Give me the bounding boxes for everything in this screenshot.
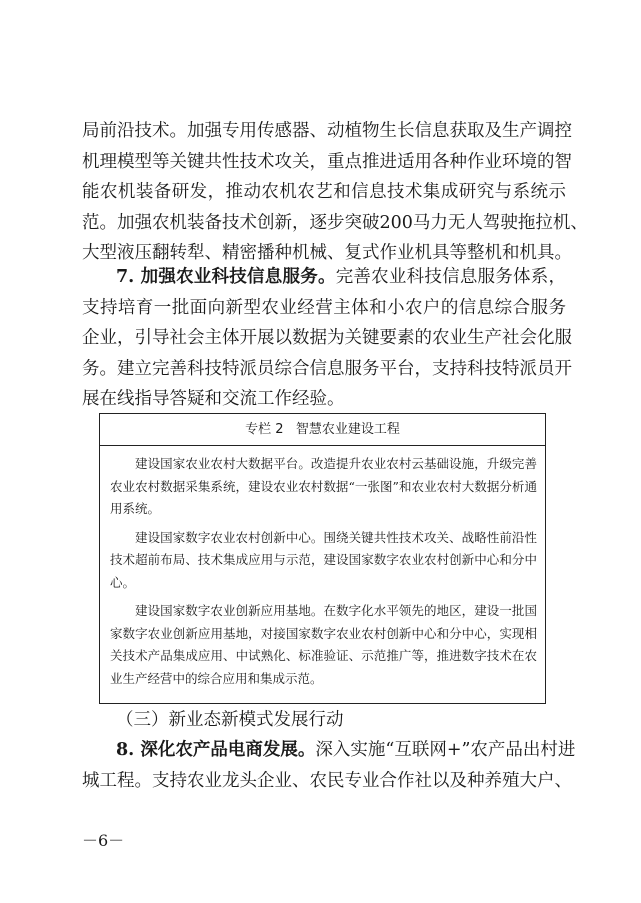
text-line: 家数字农业创新应用基地，对接国家数字农业农村创新中心和分中心，实现相 (110, 625, 537, 641)
item-7-first-line (82, 262, 566, 293)
item-8-first-line (82, 735, 576, 766)
column-box-heading: 智慧农业建设工程 (295, 422, 400, 437)
text-line: 城工程。支持农业龙头企业、农民专业合作社以及种养殖大户、 (82, 770, 572, 791)
column-box-item (110, 600, 537, 690)
column-box-label: 专栏 2 (245, 422, 284, 437)
page-number: －6－ (82, 831, 125, 850)
text-line: 技术超前布局、技术集成应用与示范，建设国家数字农业农村创新中心和分中 (110, 552, 537, 567)
top-paragraph (82, 116, 588, 269)
text-line: 心。 (110, 574, 136, 590)
text-line: 务。建立完善科技特派员综合信息服务平台，支持科技特派员开 (82, 358, 572, 379)
text-line: 用系统。 (110, 501, 161, 516)
text-line: 业生产经营中的综合应用和集成示范。 (110, 670, 323, 686)
item-8-first-line-rest: 深入实施“互联网+”农产品出村进 (315, 740, 576, 760)
text-line: 展在线指导答疑和交流工作经验。 (82, 389, 345, 409)
text-line: 建设国家农业农村大数据平台。改造提升农业农村云基础设施，升级完善 (135, 456, 537, 471)
text-line: 关技术产品集成应用、中试熟化、标准验证、示范推广等，推进数字技术在农 (110, 648, 537, 663)
text-line: 局前沿技术。加强专用传感器、动植物生长信息获取及生产调控 (82, 121, 572, 141)
section-heading: （三）新业态新模式发展行动 (116, 710, 344, 730)
text-line: 能农机装备研发，推动农机农艺和信息技术集成研究与系统示 (82, 182, 566, 202)
text-line: 建设国家数字农业农村创新中心。围绕关键共性技术攻关、战略性前沿性 (135, 529, 537, 545)
text-line: 企业，引导社会主体开展以数据为关键要素的农业生产社会化服 (82, 328, 572, 348)
text-line: 农业农村数据采集系统，建设农业农村数据“一张图”和农业农村大数据分析通 (110, 478, 537, 494)
item-8-paragraph (82, 735, 576, 796)
text-line: 范。加强农机装备技术创新，逐步突破200马力无人驾驶拖拉机、 (82, 212, 588, 233)
text-line: 机理模型等关键共性技术攻关，重点推进适用各种作业环境的智 (82, 151, 572, 172)
text-line: 支持培育一批面向新型农业经营主体和小农户的信息综合服务 (82, 297, 566, 318)
item-7-first-line-rest: 完善农业科技信息服务体系， (335, 267, 566, 287)
column-box (99, 413, 546, 704)
column-box-body (100, 446, 545, 690)
item-7-heading: 7. 加强农业科技信息服务。 (116, 267, 336, 287)
item-8-heading: 8. 深化农产品电商发展。 (116, 740, 316, 760)
text-line: 大型液压翻转犁、精密播种机械、复式作业机具等整机和机具。 (82, 243, 572, 263)
item-7-paragraph (82, 262, 572, 415)
column-box-item (110, 453, 537, 521)
column-box-title (100, 414, 545, 446)
text-line: 建设国家数字农业创新应用基地。在数字化水平领先的地区，建设一批国 (135, 603, 537, 618)
column-box-item (110, 527, 537, 595)
